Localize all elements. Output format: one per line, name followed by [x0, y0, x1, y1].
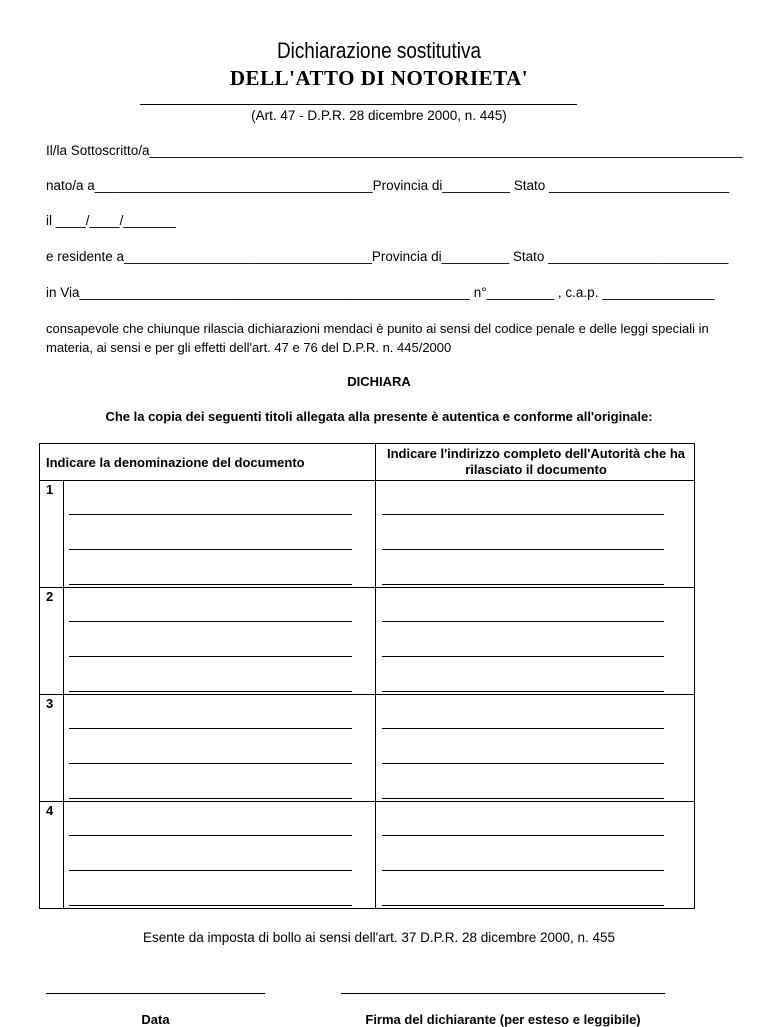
title-rule [140, 104, 577, 105]
input-line[interactable] [382, 728, 664, 729]
input-line[interactable] [69, 584, 352, 585]
input-line[interactable] [382, 514, 664, 515]
input-line[interactable] [69, 835, 352, 836]
input-line[interactable] [382, 905, 664, 906]
table-row-number: 1 [46, 482, 54, 497]
input-line[interactable] [382, 763, 664, 764]
table-row-divider [40, 694, 694, 695]
table-header-divider [40, 480, 694, 481]
input-line[interactable] [69, 656, 352, 657]
input-line[interactable] [69, 621, 352, 622]
input-line[interactable] [69, 514, 352, 515]
input-line[interactable] [69, 691, 352, 692]
table-row-number: 4 [46, 803, 54, 818]
field-indirizzo[interactable]: in Via____________________________________________________ n°_________ , c.a.p. _______________ [46, 285, 715, 300]
input-line[interactable] [69, 549, 352, 550]
input-line[interactable] [382, 656, 664, 657]
table-row-divider [40, 801, 694, 802]
date-label: Data [141, 1012, 170, 1027]
input-line[interactable] [382, 691, 664, 692]
input-line[interactable] [69, 728, 352, 729]
input-line[interactable] [382, 870, 664, 871]
table-column-divider [375, 444, 376, 908]
documents-table [39, 443, 695, 909]
table-header-autorita: Indicare l'indirizzo completo dell'Autorità che ha rilasciato il documento [386, 446, 685, 477]
field-data-nascita[interactable]: il ____/____/_______ [46, 213, 176, 228]
input-line[interactable] [382, 798, 664, 799]
input-line[interactable] [382, 584, 664, 585]
table-header-denominazione: Indicare la denominazione del documento [46, 454, 305, 470]
signature-label: Firma del dichiarante (per esteso e leggibile) [365, 1012, 641, 1027]
input-line[interactable] [382, 549, 664, 550]
declaration-paragraph: consapevole che chiunque rilascia dichiarazioni mendaci è punito ai sensi del codice penale e delle leggi speciali in materia, ai sensi e per gli effetti dell'art. 47 e 76 del D.P.R. n. 445/2000 [46, 321, 709, 355]
legal-reference: (Art. 47 - D.P.R. 28 dicembre 2000, n. 445) [251, 108, 507, 123]
field-sottoscritto[interactable]: Il/la Sottoscritto/a_______________________________________________________________________________ [46, 143, 743, 158]
field-residenza[interactable]: e residente a_________________________________Provincia di_________ Stato ________________________ [46, 249, 729, 264]
table-row-divider [40, 587, 694, 588]
date-signature-line[interactable] [46, 993, 265, 994]
document-subtitle: DELL'ATTO DI NOTORIETA' [229, 66, 529, 90]
input-line[interactable] [69, 870, 352, 871]
statement-text: Che la copia dei seguenti titoli allegata alla presente è autentica e conforme all'originale: [105, 409, 653, 424]
field-luogo-nascita[interactable]: nato/a a_____________________________________Provincia di_________ Stato ________________________ [46, 178, 730, 193]
input-line[interactable] [69, 798, 352, 799]
input-line[interactable] [382, 835, 664, 836]
input-line[interactable] [69, 905, 352, 906]
table-row-number: 3 [46, 696, 54, 711]
bollo-exemption-note: Esente da imposta di bollo ai sensi dell'art. 37 D.P.R. 28 dicembre 2000, n. 455 [142, 930, 616, 945]
dichiara-heading: DICHIARA [347, 374, 411, 389]
input-line[interactable] [69, 763, 352, 764]
signature-line[interactable] [341, 993, 665, 994]
input-line[interactable] [382, 621, 664, 622]
table-row-number: 2 [46, 589, 54, 604]
document-title: Dichiarazione sostitutiva [276, 38, 482, 63]
